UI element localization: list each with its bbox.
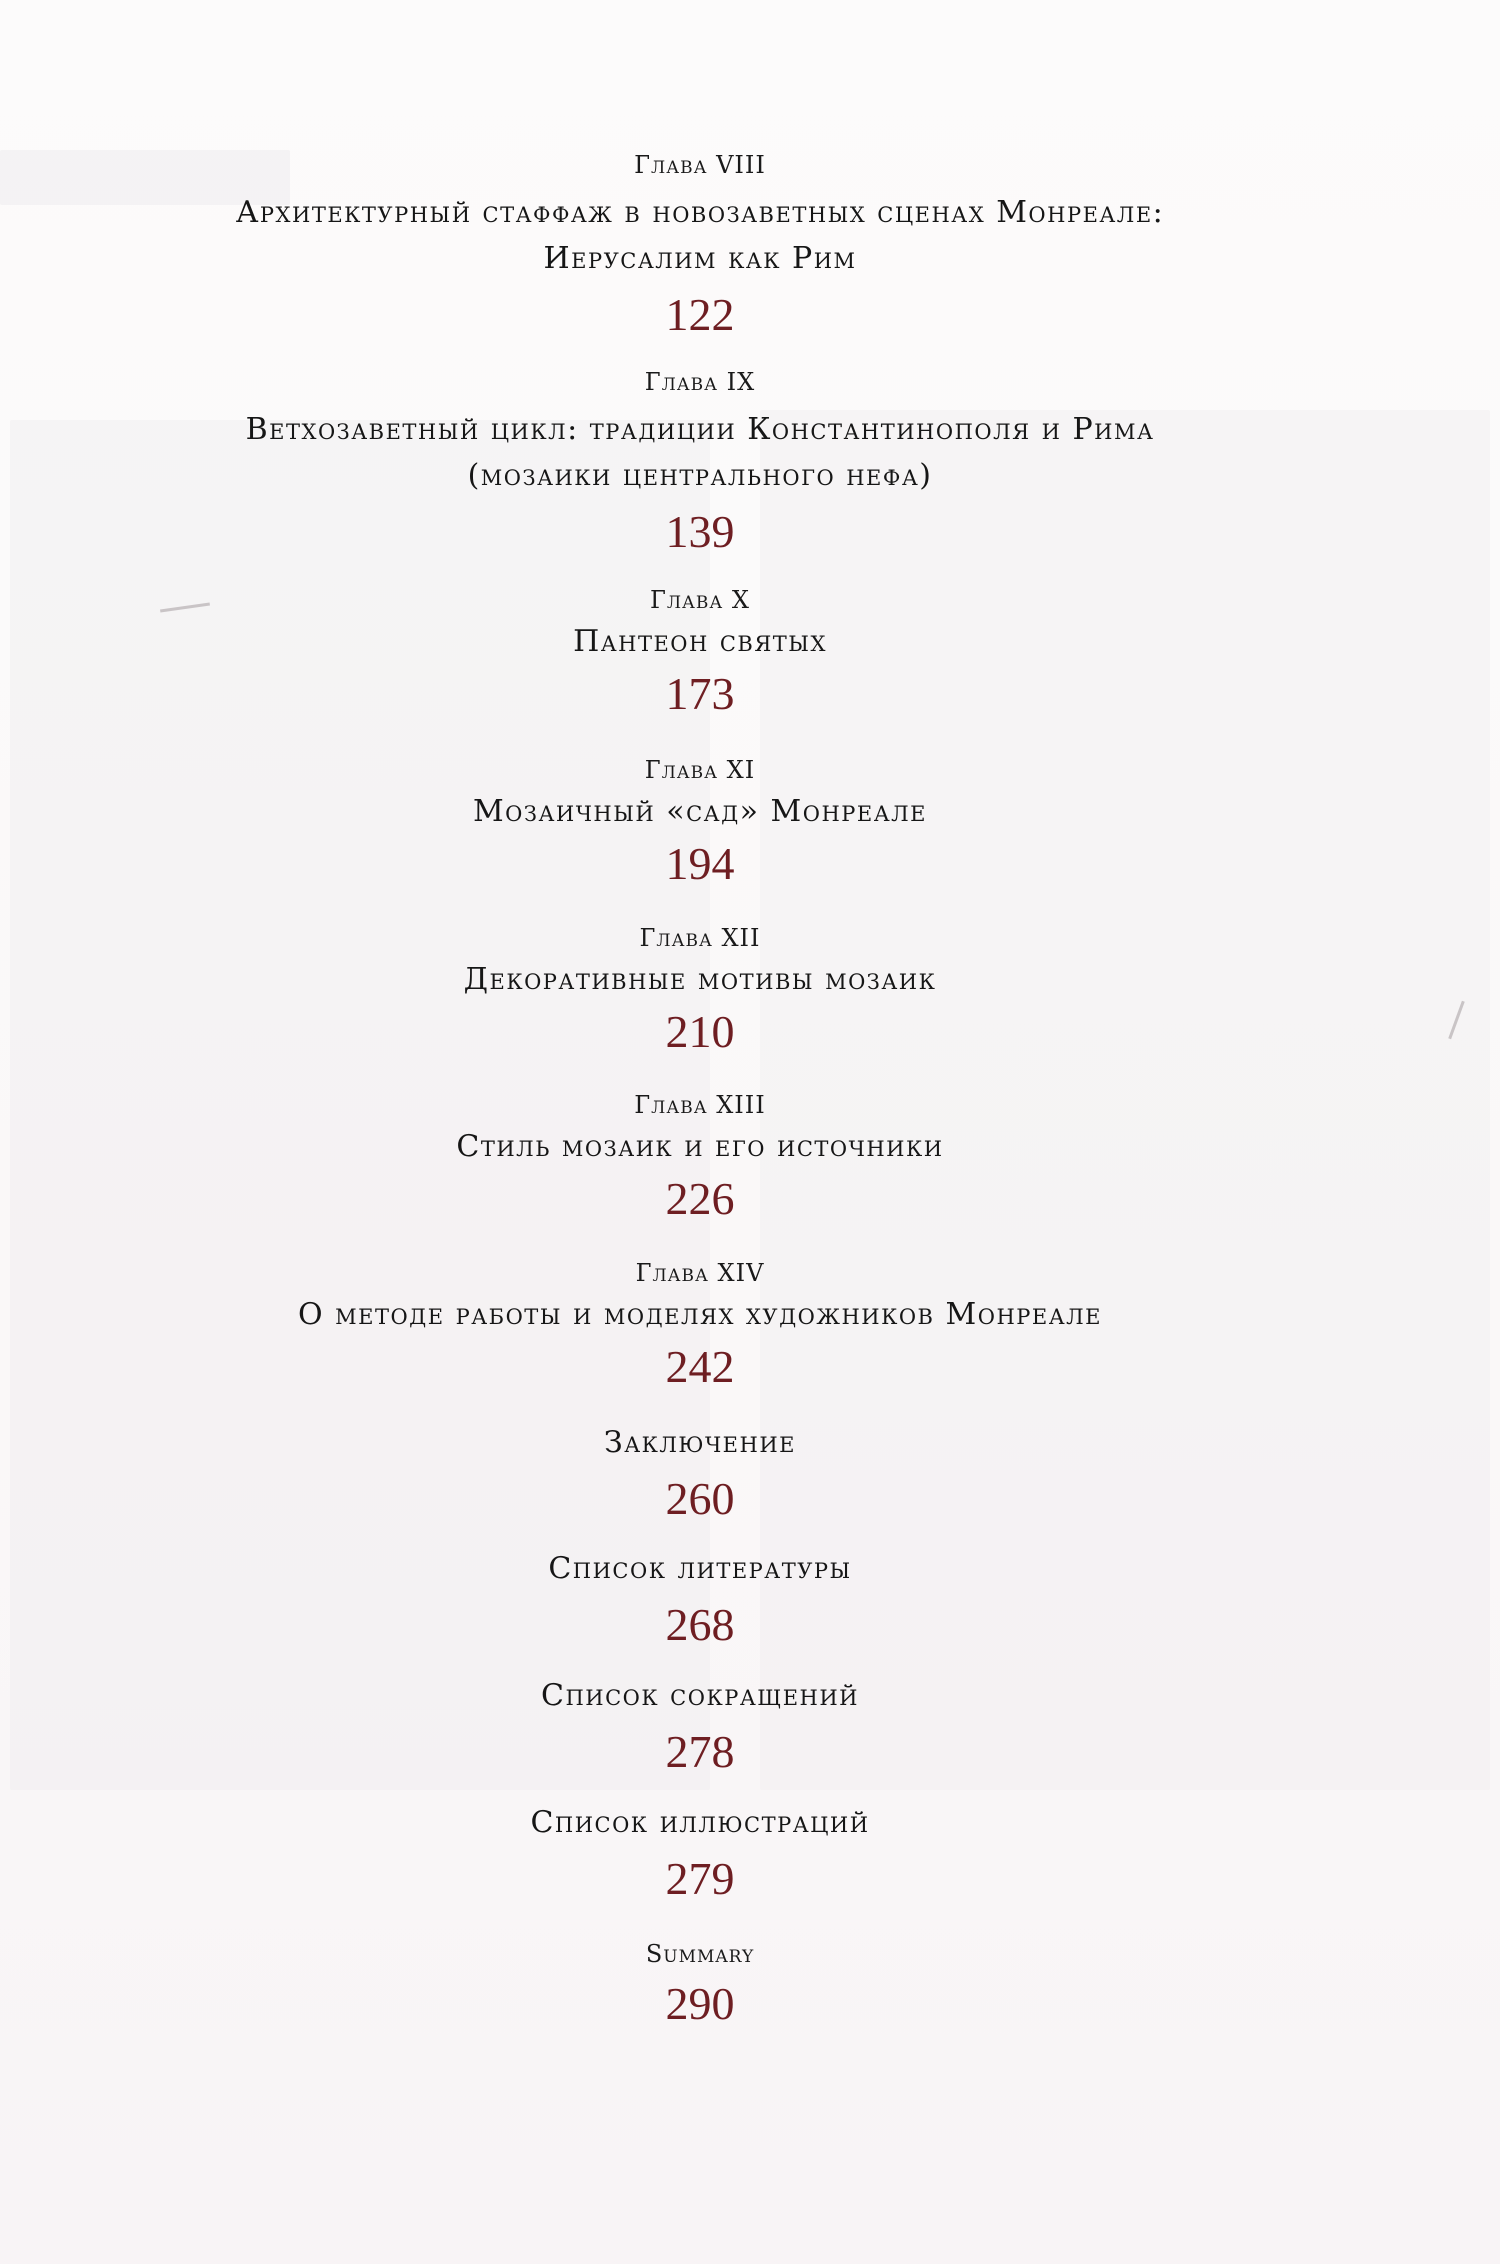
section-label: Summary <box>645 1940 755 1968</box>
chapter-label: Глава X <box>649 586 751 614</box>
section-title: Список литературы <box>548 1551 852 1586</box>
toc-entry-chapter-14 <box>0 1258 1400 1394</box>
chapter-title-line: О методе работы и моделях художников Монреале <box>298 1297 1102 1332</box>
chapter-title-line: Мозаичный «сад» Монреале <box>472 794 928 829</box>
toc-entry-bibliography <box>0 1546 1400 1652</box>
page-number: 260 <box>665 1473 735 1524</box>
toc-entry-chapter-12 <box>0 923 1400 1059</box>
chapter-label: Глава IX <box>644 368 756 396</box>
chapter-label: Глава XIII <box>634 1091 766 1119</box>
section-title: Список сокращений <box>541 1678 859 1713</box>
toc-entry-chapter-11 <box>0 755 1400 891</box>
chapter-title-line: Иерусалим как Рим <box>543 241 857 276</box>
page-number: 268 <box>665 1599 735 1650</box>
chapter-label: Глава VIII <box>634 151 766 179</box>
chapter-title-line: Архитектурный стаффаж в новозаветных сценах Монреале: <box>235 195 1165 230</box>
toc-entry-summary <box>0 1939 1400 2031</box>
page-number: 278 <box>665 1726 735 1777</box>
page-number: 194 <box>665 838 735 889</box>
page-number: 210 <box>665 1006 735 1057</box>
toc-entry-chapter-13 <box>0 1090 1400 1226</box>
page-number: 290 <box>665 1978 735 2029</box>
page-number: 173 <box>665 668 735 719</box>
toc-entry-conclusion <box>0 1420 1400 1526</box>
toc-entry-abbreviations <box>0 1673 1400 1779</box>
page-number: 122 <box>665 289 735 340</box>
chapter-title-line: (мозаики центрального нефа) <box>467 458 933 493</box>
section-title: Заключение <box>604 1425 796 1460</box>
toc-entry-chapter-10 <box>0 585 1400 721</box>
chapter-title-line: Ветхозаветный цикл: традиции Константинополя и Рима <box>245 412 1155 447</box>
page-number: 279 <box>665 1853 735 1904</box>
chapter-title-line: Декоративные мотивы мозаик <box>463 962 937 997</box>
toc-entry-chapter-9 <box>0 367 1400 559</box>
chapter-title-line: Стиль мозаик и его источники <box>456 1129 944 1164</box>
chapter-title-line: Пантеон святых <box>573 624 827 659</box>
chapter-label: Глава XI <box>644 756 756 784</box>
page-number: 242 <box>665 1341 735 1392</box>
toc-entry-chapter-8 <box>0 150 1400 342</box>
toc-entry-illustrations <box>0 1800 1400 1906</box>
chapter-label: Глава XII <box>639 924 761 952</box>
section-title: Список иллюстраций <box>530 1805 870 1840</box>
page-number: 139 <box>665 506 735 557</box>
page-number: 226 <box>665 1173 735 1224</box>
chapter-label: Глава XIV <box>635 1259 765 1287</box>
